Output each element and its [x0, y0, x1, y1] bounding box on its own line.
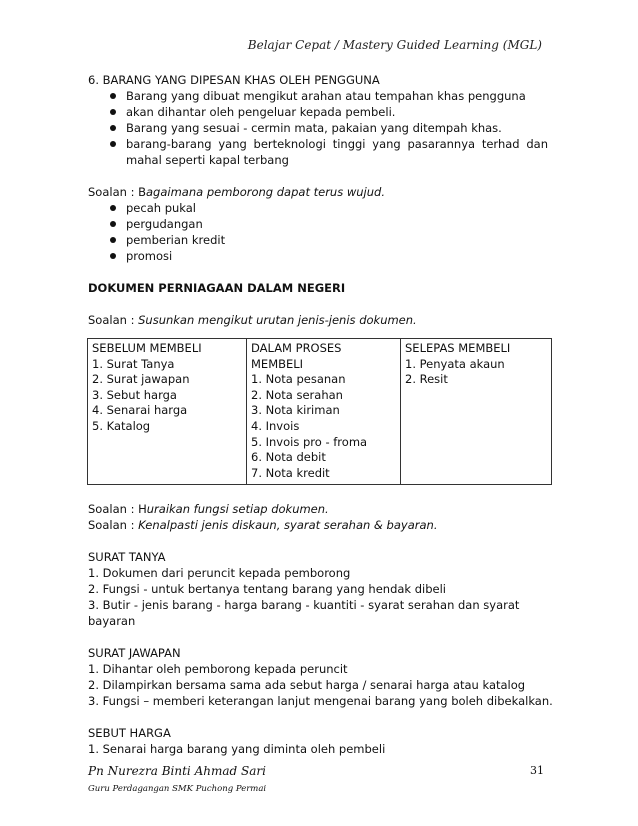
list-item: pecah pukal — [110, 200, 548, 216]
section-title: SURAT TANYA — [88, 550, 166, 565]
list-item: pemberian kredit — [110, 232, 548, 248]
table-cell-during: DALAM PROSES MEMBELI 1. Nota pesanan 2. Nota serahan 3. Nota kiriman 4. Invois 5. Invois pro - froma 6. Nota debit 7. Nota kredit — [247, 339, 401, 485]
author-name: Pn Nurezra Binti Ahmad Sari — [88, 764, 266, 778]
bullet-icon — [110, 205, 116, 211]
text-line: 3. Fungsi – memberi keterangan lanjut mengenai barang yang boleh dibekalkan. — [88, 694, 553, 709]
list-item: Barang yang dibuat mengikut arahan atau tempahan khas pengguna — [110, 88, 548, 104]
question: Soalan : Kenalpasti jenis diskaun, syarat serahan & bayaran. — [88, 518, 438, 533]
list-item: pergudangan — [110, 216, 548, 232]
question: Soalan : Susunkan mengikut urutan jenis-jenis dokumen. — [88, 313, 417, 327]
bullet-icon — [110, 93, 116, 99]
bullet-icon — [110, 109, 116, 115]
text-line: 2. Fungsi - untuk bertanya tentang barang yang hendak dibeli — [88, 582, 446, 597]
text-line: 1. Dihantar oleh pemborong kepada peruncit — [88, 662, 348, 677]
text-line: 1. Dokumen dari peruncit kepada pemborong — [88, 566, 351, 581]
bullet-icon — [110, 141, 116, 147]
list-item: akan dihantar oleh pengeluar kepada pembeli. — [110, 104, 548, 120]
section-title: SEBUT HARGA — [88, 726, 171, 741]
section-heading: 6. BARANG YANG DIPESAN KHAS OLEH PENGGUNA — [88, 73, 380, 87]
page-header: Belajar Cepat / Mastery Guided Learning (MGL) — [247, 38, 542, 52]
bullet-list — [88, 88, 548, 168]
question: Soalan : Huraikan fungsi setiap dokumen. — [88, 502, 329, 517]
table-cell-before: SEBELUM MEMBELI 1. Surat Tanya 2. Surat jawapan 3. Sebut harga 4. Senarai harga 5. Katalog — [88, 339, 247, 485]
text-line: 3. Butir - jenis barang - harga barang - kuantiti - syarat serahan dan syarat — [88, 598, 520, 613]
question: Soalan : Bagaimana pemborong dapat terus wujud. — [88, 185, 385, 199]
documents-table — [87, 338, 552, 485]
table-row — [88, 339, 552, 485]
page-content — [88, 72, 553, 757]
table-cell-after: SELEPAS MEMBELI 1. Penyata akaun 2. Resit — [401, 339, 552, 485]
author-role: Guru Perdagangan SMK Puchong Permai — [88, 784, 267, 794]
bullet-list — [88, 200, 548, 264]
page-footer — [88, 764, 266, 794]
bullet-icon — [110, 253, 116, 259]
text-line: bayaran — [88, 614, 136, 629]
list-item: Barang yang sesuai - cermin mata, pakaian yang ditempah khas. — [110, 120, 548, 136]
list-item: promosi — [110, 248, 548, 264]
bullet-icon — [110, 125, 116, 131]
list-item: barang-barang yang berteknologi tinggi yang pasarannya terhad dan mahal seperti kapal terbang — [110, 136, 548, 168]
bullet-icon — [110, 237, 116, 243]
docs-heading: DOKUMEN PERNIAGAAN DALAM NEGERI — [88, 281, 346, 295]
text-line: 1. Senarai harga barang yang diminta oleh pembeli — [88, 742, 386, 757]
text-line: 2. Dilampirkan bersama sama ada sebut harga / senarai harga atau katalog — [88, 678, 526, 693]
bullet-icon — [110, 221, 116, 227]
page-number: 31 — [530, 764, 544, 777]
section-title: SURAT JAWAPAN — [88, 646, 181, 661]
